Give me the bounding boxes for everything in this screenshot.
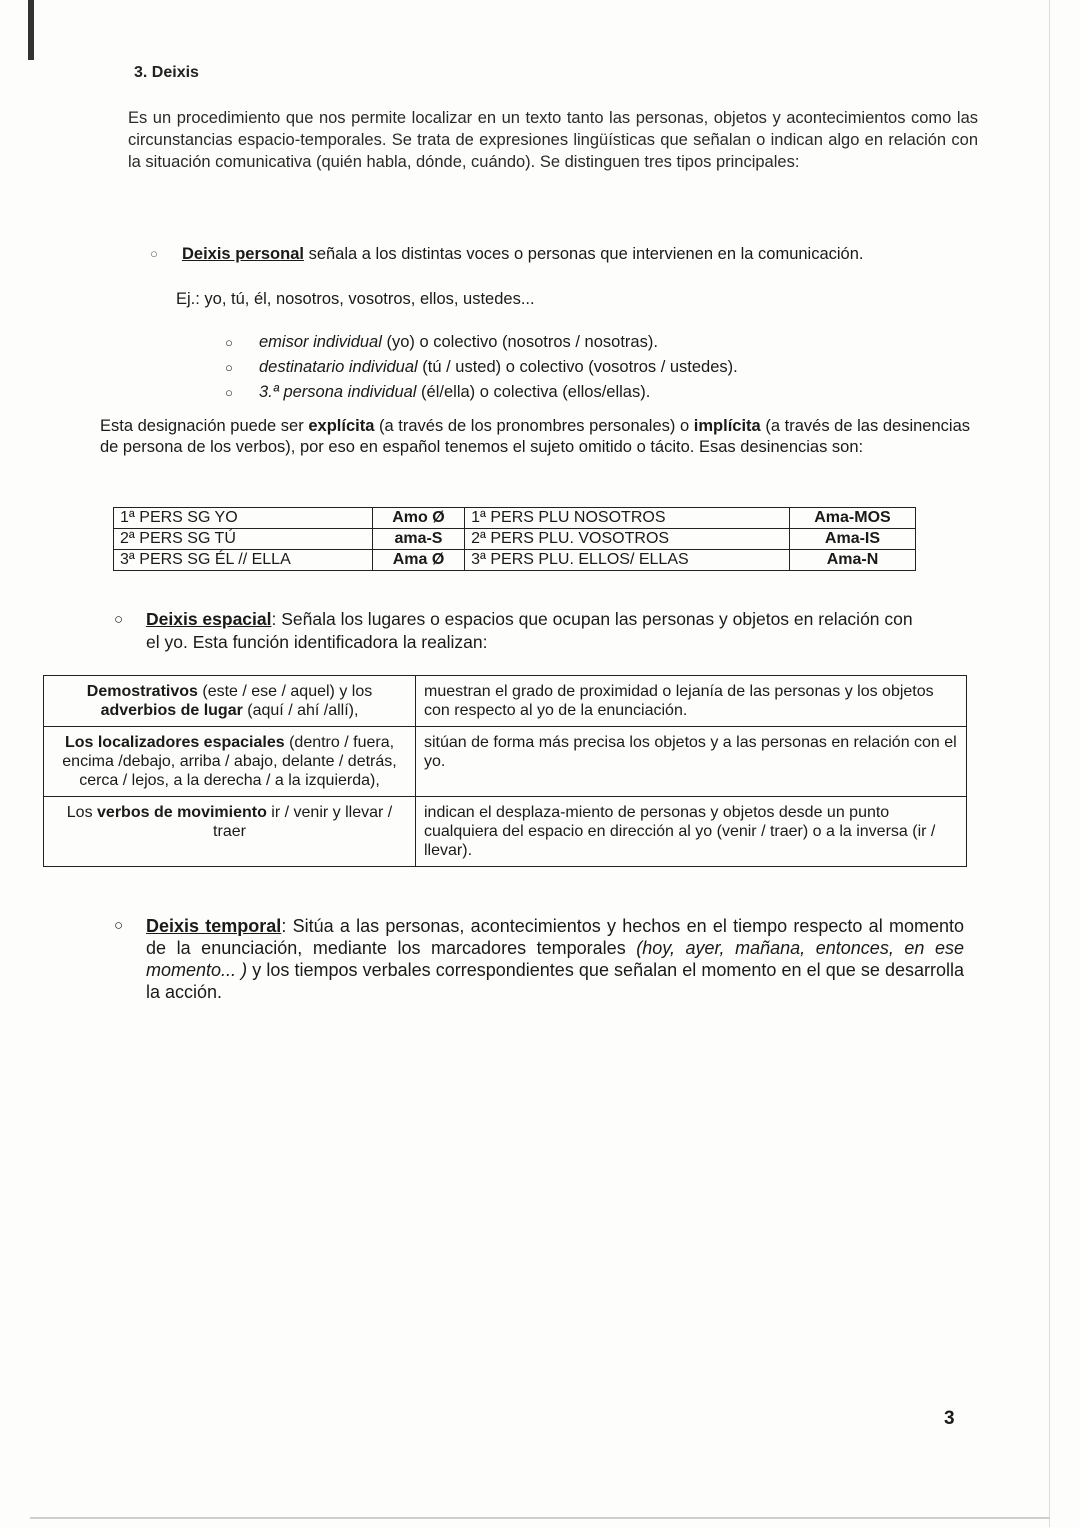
table-cell: Amo Ø [372, 508, 464, 529]
section-title: 3. Deixis [134, 64, 199, 81]
table-cell: ama-S [372, 529, 464, 550]
table-cell: Ama-N [789, 550, 915, 571]
page-edge [28, 0, 34, 60]
deixis-espacial-item [114, 608, 914, 654]
deixis-temporal-item: ○ Deixis temporal: Sitúa a las personas, acontecimientos y hechos en el tiempo respecto al momento de la enunciación, mediante los marcadores temporales (hoy, ayer, mañana, entonces, en ese momento... ) y los tiempos verbales correspondientes que señalan el momento en el que se desarrolla la acción. [114, 916, 965, 1002]
table-row [44, 797, 967, 867]
intro-paragraph: Es un procedimiento que nos permite localizar en un texto tanto las personas, objetos y acontecimientos como las circunstancias espacio-temporales. Se trata de expresiones lingüísticas que señalan o indican algo en relación con la situación comunicativa (quién habla, dónde, cuándo). Se distinguen tres tipos principales: [128, 109, 978, 171]
page-number: 3 [944, 1408, 955, 1429]
table-cell: Ama-IS [789, 529, 915, 550]
table-cell: 3ª PERS SG ÉL // ELLA [114, 550, 373, 571]
deixis-personal-example: Ej.: yo, tú, él, nosotros, vosotros, ellos, ustedes... [176, 290, 535, 308]
bullet-circle-icon: ○ [225, 335, 233, 350]
table-row [44, 676, 967, 727]
table-cell: 1ª PERS SG YO [114, 508, 373, 529]
table-row [114, 529, 916, 550]
table-cell: Los localizadores espaciales (dentro / fuera, encima /debajo, arriba / abajo, delante / detrás, cerca / lejos, a la derecha / a la izquierda), [44, 727, 416, 797]
table-cell: 1ª PERS PLU NOSOTROS [465, 508, 790, 529]
table-cell: 2ª PERS SG TÚ [114, 529, 373, 550]
deixis-temporal-term: Deixis temporal [146, 916, 282, 936]
deixis-espacial-term: Deixis espacial [146, 609, 272, 629]
table-cell: muestran el grado de proximidad o lejanía de las personas y los objetos con respecto al yo de la enunciación. [416, 676, 967, 727]
table-row [114, 550, 916, 571]
bullet-circle-icon: ○ [225, 360, 233, 375]
deixis-personal-item [150, 244, 870, 264]
bullet-circle-icon: ○ [150, 246, 158, 261]
table-cell: Demostrativos (este / ese / aquel) y los adverbios de lugar (aquí / ahí /allí), [44, 676, 416, 727]
bullet-circle-icon: ○ [114, 917, 124, 934]
page-edge-right [1049, 0, 1050, 1527]
table-cell: sitúan de forma más precisa los objetos y a las personas en relación con el yo. [416, 727, 967, 797]
page-edge-bottom [30, 1517, 1050, 1519]
table-row [44, 727, 967, 797]
list-item: ○ emisor individual (yo) o colectivo (nosotros / nosotras). [225, 330, 738, 355]
table-cell: indican el desplaza-miento de personas y objetos desde un punto cualquiera del espacio en dirección al yo (venir / traer) o a la inversa (ir / llevar). [416, 797, 967, 867]
table-cell: Ama Ø [372, 550, 464, 571]
table-cell: 3ª PERS PLU. ELLOS/ ELLAS [465, 550, 790, 571]
list-item: ○ destinatario individual (tú / usted) o colectivo (vosotros / ustedes). [225, 355, 738, 380]
bullet-circle-icon: ○ [225, 385, 233, 400]
table-cell: Ama-MOS [789, 508, 915, 529]
list-item: ○ 3.ª persona individual (él/ella) o colectiva (ellos/ellas). [225, 380, 738, 405]
deixis-espacial-text: : Señala los lugares o espacios que ocupan las personas y objetos en relación con el yo. Esta función identificadora la realizan: [146, 609, 913, 652]
person-types-list [225, 330, 738, 405]
bullet-circle-icon: ○ [114, 611, 124, 628]
table-row [114, 508, 916, 529]
deixis-personal-text: señala a los distintas voces o personas que intervienen en la comunicación. [303, 245, 864, 263]
designation-paragraph: Esta designación puede ser explícita (a través de los pronombres personales) o implícita (a través de las desinencias de persona de los verbos), por eso en español tenemos el sujeto omitido o tácito. Esas desinencias son: [100, 417, 970, 456]
spatial-table [43, 675, 967, 867]
table-cell: 2ª PERS PLU. VOSOTROS [465, 529, 790, 550]
deixis-personal-term: Deixis personal [182, 245, 304, 263]
table-cell: Los verbos de movimiento ir / venir y llevar / traer [44, 797, 416, 867]
desinences-table [113, 507, 916, 571]
